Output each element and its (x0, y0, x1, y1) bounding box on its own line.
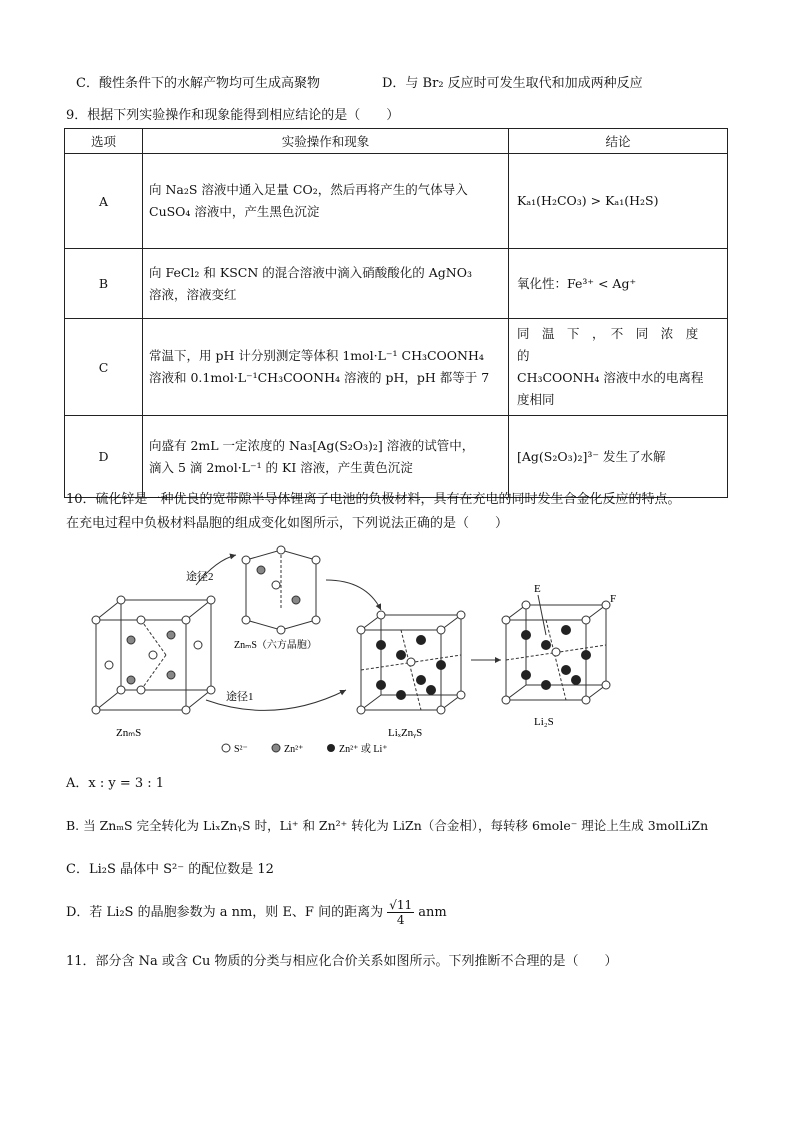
label-li2s: Li₂S (534, 716, 554, 728)
crystal-structure-figure (76, 540, 716, 760)
legend-zn: Zn²⁺ (284, 744, 304, 755)
label-lixznys: LiₓZnᵧS (388, 727, 423, 739)
label-f: F (610, 593, 617, 605)
question-11-stem: 11．部分含 Na 或含 Cu 物质的分类与相应化合价关系如图所示。下列推断不合理的是（ ） (66, 954, 618, 969)
table-row (65, 154, 728, 249)
hex-cell (246, 550, 316, 630)
q10-option-a: A．x : y = 3 : 1 (66, 776, 165, 791)
label-path2: 途径2 (186, 571, 214, 583)
conclusion-line: [Ag(S₂O₃)₂]³⁻ 发生了水解 (517, 448, 666, 464)
q10-option-c: C．Li₂S 晶体中 S²⁻ 的配位数是 12 (66, 862, 274, 877)
operation-line: 向 FeCl₂ 和 KSCN 的混合溶液中滴入硝酸酸化的 AgNO₃ (149, 264, 472, 280)
row-conclusion (509, 154, 728, 249)
header-operation: 实验操作和现象 (143, 129, 509, 154)
option-c: C．酸性条件下的水解产物均可生成高聚物 (76, 76, 320, 91)
operation-line: 滴入 5 滴 2mol·L⁻¹ 的 KI 溶液，产生黄色沉淀 (149, 459, 413, 475)
row-conclusion (509, 249, 728, 319)
conclusion-line: 氧化性：Fe³⁺ < Ag⁺ (517, 275, 637, 291)
row-operation (143, 249, 509, 319)
row-conclusion (509, 416, 728, 498)
row-operation (143, 154, 509, 249)
legend-s: S²⁻ (234, 744, 248, 755)
option-d: D．与 Br₂ 反应时可发生取代和加成两种反应 (382, 76, 643, 91)
distance-fraction (387, 898, 414, 927)
operation-line: 向 Na₂S 溶液中通入足量 CO₂，然后再将产生的气体导入 (149, 182, 468, 197)
option-d-suffix: anm (418, 905, 447, 920)
znms-atoms (92, 596, 215, 714)
row-option: C (65, 319, 143, 416)
label-e: E (534, 583, 541, 595)
row-conclusion (509, 319, 728, 416)
question-10-stem-1: 10．硫化锌是一种优良的宽带隙半导体锂离子电池的负极材料，具有在充电的同时发生合金化反应的特点。 (66, 492, 681, 507)
row-option: A (65, 154, 143, 249)
operation-line: 溶液和 0.1mol·L⁻¹CH₃COONH₄ 溶液的 pH，pH 都等于 7 (149, 370, 490, 385)
table-row (65, 319, 728, 416)
row-option: D (65, 416, 143, 498)
operation-line: 向盛有 2mL 一定浓度的 Na₃[Ag(S₂O₃)₂] 溶液的试管中， (149, 437, 475, 453)
row-operation (143, 319, 509, 416)
q10-option-d (66, 898, 447, 927)
row-option: B (65, 249, 143, 319)
figure-legend (222, 742, 388, 755)
conclusion-line: 度相同 (517, 392, 555, 407)
table-row (65, 249, 728, 319)
conclusion-line: CH₃COONH₄ 溶液中水的电离程 (517, 370, 704, 385)
header-conclusion: 结论 (509, 129, 728, 154)
conclusion-line: Kₐ₁(H₂CO₃) > Kₐ₁(H₂S) (517, 193, 659, 208)
q9-table (64, 128, 728, 498)
legend-znli: Zn²⁺ 或 Li⁺ (339, 744, 388, 755)
li2s-atoms (502, 601, 610, 704)
table-header-row (65, 129, 728, 154)
lixznys-atoms (357, 611, 465, 714)
q10-option-b: B. 当 ZnₘS 完全转化为 LiₓZnᵧS 时，Li⁺ 和 Zn²⁺ 转化为 LiZn（合金相），每转移 6mole⁻ 理论上生成 3molLiZn (66, 818, 709, 833)
operation-line: 常温下，用 pH 计分别测定等体积 1mol·L⁻¹ CH₃COONH₄ (149, 348, 484, 363)
operation-line: 溶液，溶液变红 (149, 286, 237, 302)
label-path1: 途径1 (226, 691, 254, 703)
question-10-stem-2: 在充电过程中负极材料晶胞的组成变化如图所示，下列说法正确的是（ ） (66, 516, 509, 531)
label-hex: ZnₘS（六方晶胞） (234, 640, 317, 651)
fraction-denominator: 4 (396, 913, 405, 927)
fraction-numerator: √11 (389, 898, 413, 912)
operation-line: CuSO₄ 溶液中，产生黑色沉淀 (149, 204, 320, 219)
conclusion-line: 同 温 下 ， 不 同 浓 度 的 (517, 326, 711, 363)
header-option: 选项 (65, 129, 143, 154)
row-operation (143, 416, 509, 498)
option-d-prefix: D．若 Li₂S 的晶胞参数为 a nm，则 E、F 间的距离为 (66, 905, 384, 920)
table-row (65, 416, 728, 498)
label-znms: ZnₘS (116, 727, 142, 739)
question-9-stem: 9．根据下列实验操作和现象能得到相应结论的是（ ） (66, 108, 400, 123)
